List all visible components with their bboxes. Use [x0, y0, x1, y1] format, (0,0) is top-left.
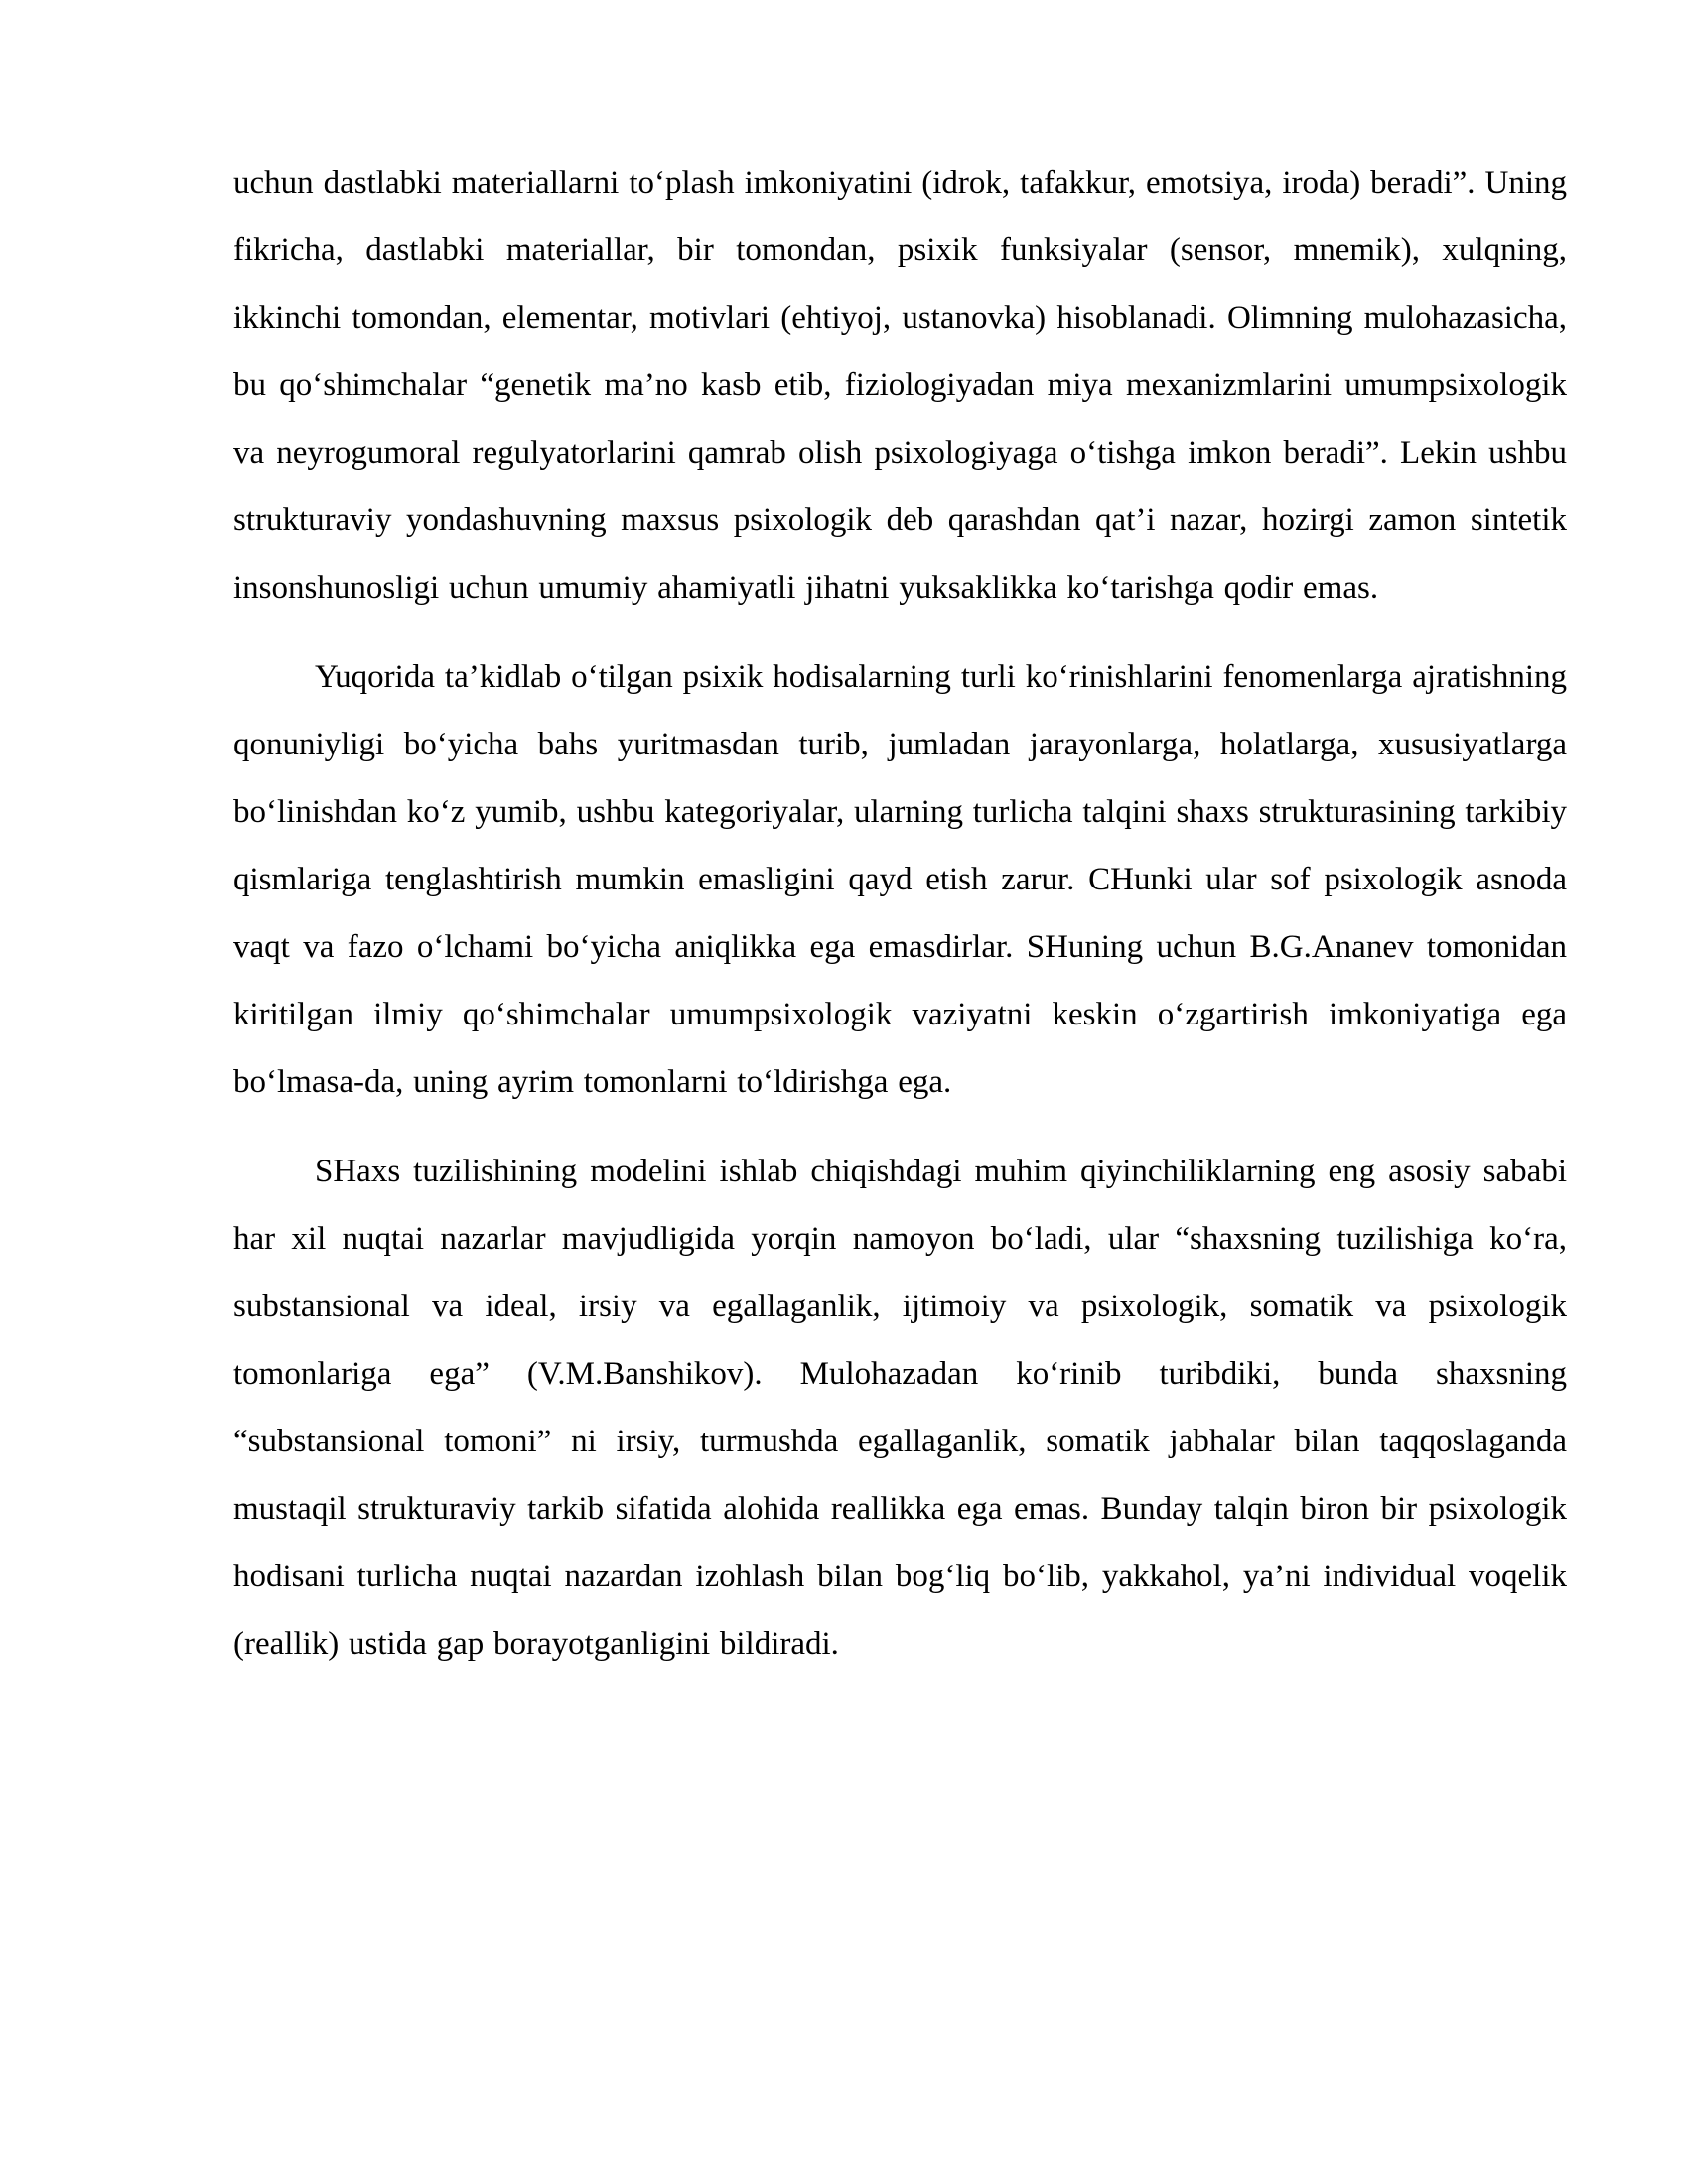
- paragraph-2: Yuqorida ta’kidlab o‘tilgan psixik hodisalarning turli ko‘rinishlarini fenomenlarga ajratishning qonuniyligi bo‘yicha bahs yuritmasdan turib, jumladan jarayonlarga, holatlarga, xususiyatlarga bo‘linishdan ko‘z yumib, ushbu kategoriyalar, ularning turlicha talqini shaxs strukturasining tarkibiy qismlariga tenglashtirish mumkin emasligini qayd etish zarur. CHunki ular sof psixologik asnoda vaqt va fazo o‘lchami bo‘yicha aniqlikka ega emasdirlar. SHuning uchun B.G.Ananev tomonidan kiritilgan ilmiy qo‘shimchalar umumpsixologik vaziyatni keskin o‘zgartirish imkoniyatiga ega bo‘lmasa-da, uning ayrim tomonlarni to‘ldirishga ega.: [233, 659, 1567, 1100]
- paragraph-3: SHaxs tuzilishining modelini ishlab chiqishdagi muhim qiyinchiliklarning eng asosiy sababi har xil nuqtai nazarlar mavjudligida yorqin namoyon bo‘ladi, ular “shaxsning tuzilishiga ko‘ra, substansional va ideal, irsiy va egallaganlik, ijtimoiy va psixologik, somatik va psixologik tomonlariga ega” (V.M.Banshikov). Mulohazadan ko‘rinib turibdiki, bunda shaxsning “substansional tomoni” ni irsiy, turmushda egallaganlik, somatik jabhalar bilan taqqoslaganda mustaqil strukturaviy tarkib sifatida alohida reallikka ega emas. Bunday talqin biron bir psixologik hodisani turlicha nuqtai nazardan izohlash bilan bog‘liq bo‘lib, yakkahol, ya’ni individual voqelik (reallik) ustida gap borayotganligini bildiradi.: [233, 1154, 1567, 1662]
- paragraph-1: uchun dastlabki materiallarni to‘plash imkoniyatini (idrok, tafakkur, emotsiya, iroda) beradi”. Uning fikricha, dastlabki materiallar, bir tomondan, psixik funksiyalar (sensor, mnemik), xulqning, ikkinchi tomondan, elementar, motivlari (ehtiyoj, ustanovka) hisoblanadi. Olimning mulohazasicha, bu qo‘shimchalar “genetik ma’no kasb etib, fiziologiyadan miya mexanizmlarini umumpsixologik va neyrogumoral regulyatorlarini qamrab olish psixologiyaga o‘tishga imkon beradi”. Lekin ushbu strukturaviy yondashuvning maxsus psixologik deb qarashdan qat’i nazar, hozirgi zamon sintetik insonshunosligi uchun umumiy ahamiyatli jihatni yuksaklikka ko‘tarishga qodir emas.: [233, 165, 1567, 606]
